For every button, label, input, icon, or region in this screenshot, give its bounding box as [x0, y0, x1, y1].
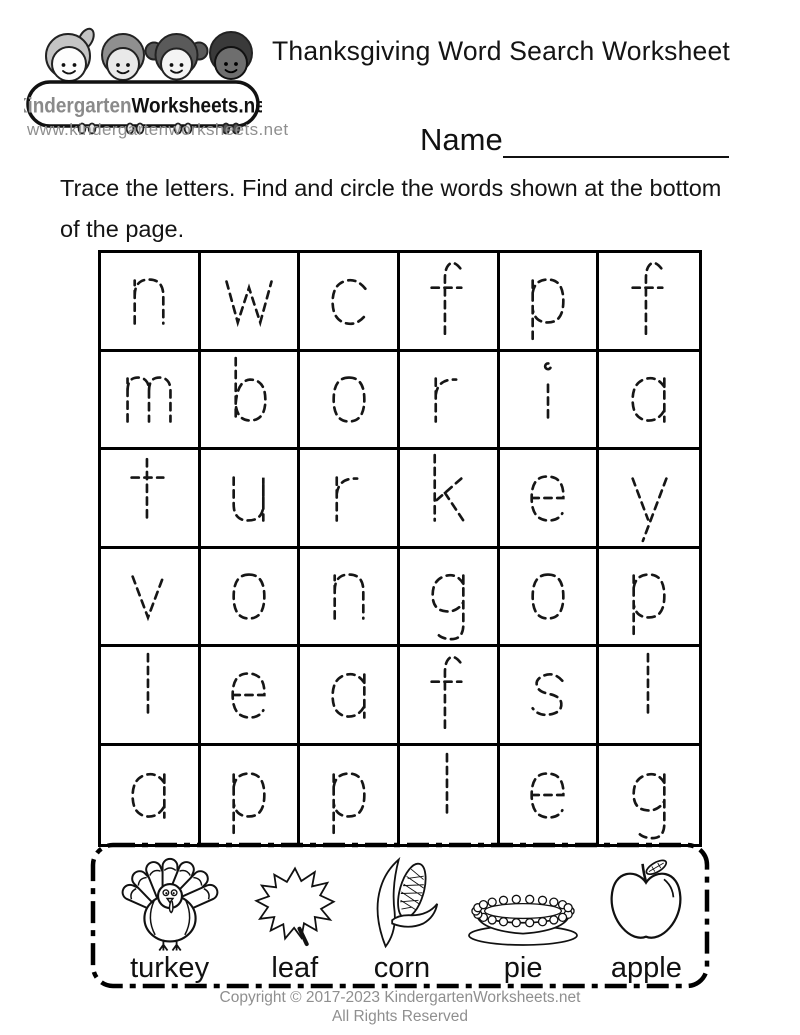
- word-bank-label: apple: [610, 952, 682, 984]
- word-bank-item-apple: [601, 857, 691, 983]
- trace-letter-a: [320, 648, 378, 742]
- grid-cell-r2c4: [400, 352, 500, 451]
- trace-letter-e: [519, 748, 577, 842]
- footer-rights: All Rights Reserved: [331, 1008, 469, 1025]
- grid-cell-r4c5: [500, 549, 600, 648]
- pie-icon: [462, 876, 584, 953]
- trace-letter-o: [519, 549, 577, 643]
- grid-cell-r6c2: [201, 746, 301, 845]
- trace-letter-n: [120, 254, 178, 348]
- grid-cell-r3c3: [300, 450, 400, 549]
- leaf-icon: [248, 863, 342, 953]
- word-bank-item-pie: [462, 876, 584, 983]
- trace-letter-i: [519, 352, 577, 446]
- trace-letter-v: [120, 549, 178, 643]
- trace-letter-f: [419, 648, 477, 742]
- trace-letter-p: [320, 748, 378, 842]
- trace-letter-l: [620, 648, 678, 742]
- name-field: [420, 122, 729, 158]
- word-bank-label: leaf: [271, 952, 319, 984]
- word-bank: [90, 842, 710, 989]
- trace-letter-p: [220, 748, 278, 842]
- trace-letter-r: [419, 352, 477, 446]
- grid-cell-r3c2: [201, 450, 301, 549]
- trace-letter-f: [620, 254, 678, 348]
- grid-cell-r3c5: [500, 450, 600, 549]
- grid-cell-r2c6: [599, 352, 699, 451]
- grid-cell-r6c4: [400, 746, 500, 845]
- grid-cell-r1c5: [500, 253, 600, 352]
- grid-cell-r5c4: [400, 647, 500, 746]
- trace-letter-y: [620, 451, 678, 545]
- grid-cell-r4c6: [599, 549, 699, 648]
- instructions-line-2: of the page.: [60, 216, 185, 242]
- grid-cell-r5c5: [500, 647, 600, 746]
- trace-letter-n: [320, 549, 378, 643]
- grid-cell-r5c3: [300, 647, 400, 746]
- trace-letter-o: [320, 352, 378, 446]
- trace-letter-u: [220, 451, 278, 545]
- logo-kid-3: [146, 34, 208, 80]
- website-url: www.kindergartenworksheets.net: [27, 120, 289, 139]
- grid-cell-r3c6: [599, 450, 699, 549]
- grid-cell-r3c4: [400, 450, 500, 549]
- grid-cell-r6c3: [300, 746, 400, 845]
- grid-cell-r1c4: [400, 253, 500, 352]
- grid-cell-r1c6: [599, 253, 699, 352]
- trace-letter-a: [120, 748, 178, 842]
- grid-cell-r6c6: [599, 746, 699, 845]
- trace-letter-w: [220, 254, 278, 348]
- logo-kid-4: [210, 32, 252, 79]
- trace-letter-l: [120, 648, 178, 742]
- trace-letter-f: [419, 254, 477, 348]
- trace-letter-p: [519, 254, 577, 348]
- letter-grid: [98, 250, 702, 847]
- turkey-icon: [109, 849, 231, 953]
- trace-letter-g: [620, 748, 678, 842]
- word-bank-label: pie: [503, 952, 543, 984]
- logo-kid-2: [102, 34, 144, 80]
- grid-cell-r4c3: [300, 549, 400, 648]
- corn-icon: [359, 853, 445, 953]
- name-label: Name: [420, 122, 503, 157]
- name-blank-line: [503, 122, 729, 158]
- word-bank-item-leaf: [248, 863, 342, 983]
- word-bank-item-corn: [359, 853, 445, 983]
- grid-cell-r2c3: [300, 352, 400, 451]
- grid-cell-r3c1: [101, 450, 201, 549]
- trace-letter-l: [419, 748, 477, 842]
- word-bank-label: corn: [373, 952, 431, 984]
- trace-letter-o: [220, 549, 278, 643]
- trace-letter-m: [120, 352, 178, 446]
- grid-cell-r4c2: [201, 549, 301, 648]
- grid-cell-r1c1: [101, 253, 201, 352]
- word-bank-item-turkey: [109, 849, 231, 983]
- grid-cell-r5c6: [599, 647, 699, 746]
- grid-cell-r4c4: [400, 549, 500, 648]
- grid-cell-r5c2: [201, 647, 301, 746]
- trace-letter-b: [220, 352, 278, 446]
- trace-letter-a: [620, 352, 678, 446]
- grid-cell-r2c2: [201, 352, 301, 451]
- trace-letter-e: [519, 451, 577, 545]
- trace-letter-c: [320, 254, 378, 348]
- word-bank-label: turkey: [130, 952, 210, 984]
- grid-cell-r1c3: [300, 253, 400, 352]
- grid-cell-r6c1: [101, 746, 201, 845]
- footer: [0, 988, 800, 1026]
- trace-letter-s: [519, 648, 577, 742]
- trace-letter-g: [419, 549, 477, 643]
- grid-cell-r5c1: [101, 647, 201, 746]
- trace-letter-k: [419, 451, 477, 545]
- trace-letter-r: [320, 451, 378, 545]
- page-title: Thanksgiving Word Search Worksheet: [272, 36, 730, 66]
- word-bank-items: [100, 848, 700, 983]
- apple-icon: [601, 857, 691, 953]
- trace-letter-p: [620, 549, 678, 643]
- instructions-text: [60, 168, 750, 250]
- grid-cell-r2c5: [500, 352, 600, 451]
- logo-kid-1: [46, 26, 97, 81]
- footer-copyright: Copyright © 2017-2023 KindergartenWorksheets.net: [219, 989, 581, 1006]
- instructions-line-1: Trace the letters. Find and circle the words shown at the bottom: [60, 175, 722, 201]
- grid-cell-r4c1: [101, 549, 201, 648]
- trace-letter-e: [220, 648, 278, 742]
- logo-banner-text: KindergartenWorksheets.net: [24, 94, 262, 118]
- grid-cell-r2c1: [101, 352, 201, 451]
- grid-cell-r6c5: [500, 746, 600, 845]
- trace-letter-t: [120, 451, 178, 545]
- grid-cell-r1c2: [201, 253, 301, 352]
